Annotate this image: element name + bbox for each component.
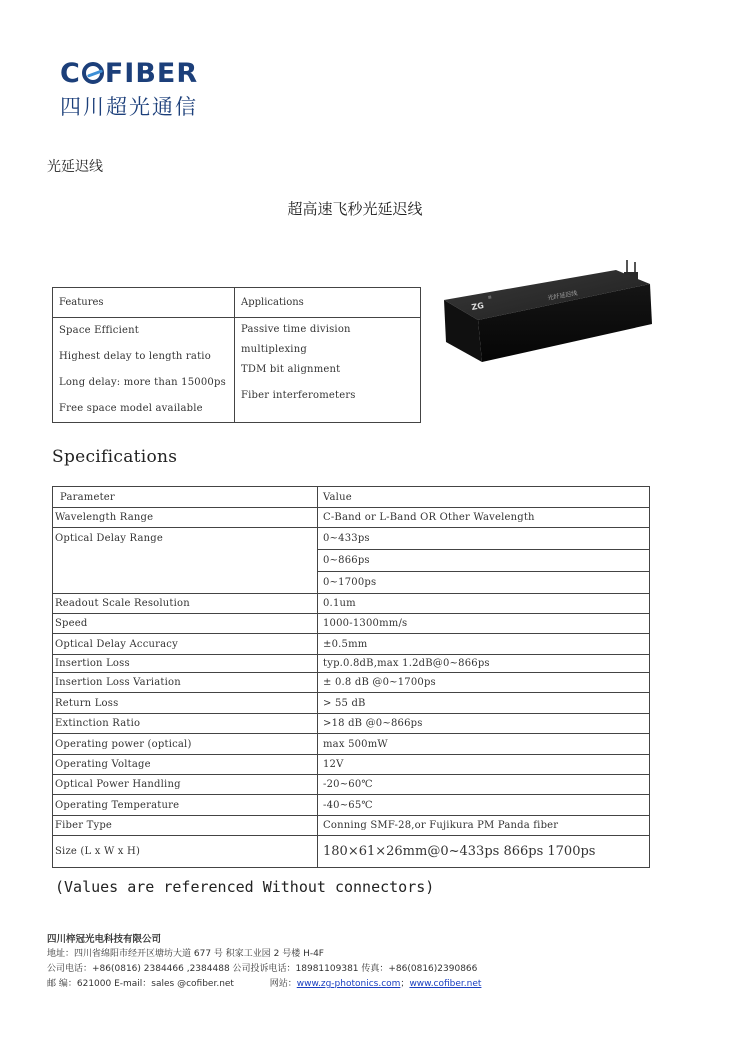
values-note: (Values are referenced Without connectors) (55, 878, 435, 896)
param-cell: Wavelength Range (53, 508, 318, 528)
table-row (53, 836, 650, 868)
param-cell: Fiber Type (53, 816, 318, 836)
param-cell: Operating Voltage (53, 755, 318, 775)
table-row (53, 734, 650, 755)
value-cell: C-Band or L-Band OR Other Wavelength (318, 508, 650, 528)
value-cell: 180×61×26mm@0~433ps 866ps 1700ps (318, 836, 650, 868)
table-row (53, 594, 650, 614)
logo-letters-fiber: FIBER (104, 58, 199, 89)
param-cell: Optical Delay Range (53, 528, 318, 594)
param-cell: Extinction Ratio (53, 714, 318, 734)
applications-header: Applications (235, 288, 421, 318)
value-cell: 1000-1300mm/s (318, 614, 650, 634)
footer-website-separator: ； (400, 979, 410, 989)
table-row (53, 528, 650, 550)
table-row (53, 775, 650, 795)
value-cell: typ.0.8dB,max 1.2dB@0~866ps (318, 655, 650, 673)
application-item: Passive time division multiplexing (241, 324, 351, 355)
document-title: 超高速飞秒光延迟线 (287, 200, 423, 218)
specifications-heading: Specifications (52, 447, 178, 467)
value-header: Value (318, 487, 650, 508)
value-cell: ± 0.8 dB @0~1700ps (318, 673, 650, 693)
features-header: Features (53, 288, 235, 318)
company-logo (58, 58, 228, 120)
param-cell: Speed (53, 614, 318, 634)
param-cell: Operating Temperature (53, 795, 318, 816)
product-brand-mark: ZG (470, 300, 485, 312)
table-row (53, 673, 650, 693)
table-row (53, 795, 650, 816)
param-cell: Readout Scale Resolution (53, 594, 318, 614)
table-row (53, 655, 650, 673)
table-header-row (53, 487, 650, 508)
table-row (53, 755, 650, 775)
section-title: 光延迟线 (47, 159, 103, 175)
logo-letter-c: C (60, 58, 81, 89)
feature-item: Free space model available (59, 403, 203, 414)
value-cell: 0~1700ps (318, 572, 650, 594)
footer-website-link-2[interactable]: www.cofiber.net (409, 979, 482, 989)
value-cell: 0.1um (318, 594, 650, 614)
param-cell: Insertion Loss (53, 655, 318, 673)
feature-item: Long delay: more than 15000ps (59, 377, 226, 388)
value-cell: >18 dB @0~866ps (318, 714, 650, 734)
param-cell: Optical Power Handling (53, 775, 318, 795)
feature-item: Space Efficient (59, 325, 139, 336)
footer-website-link-1[interactable]: www.zg-photonics.com (296, 979, 401, 989)
value-cell: 0~433ps (318, 528, 650, 550)
footer-postal-email: 邮 编：621000 E-mail：sales @cofiber.net (47, 979, 234, 989)
value-cell: -20~60℃ (318, 775, 650, 795)
footer (47, 932, 481, 992)
value-cell: > 55 dB (318, 693, 650, 714)
product-photo (438, 258, 658, 378)
footer-address: 地址：四川省绵阳市经开区塘坊大道 677 号 积家工业园 2 号楼 H-4F (47, 949, 324, 959)
param-cell: Optical Delay Accuracy (53, 634, 318, 655)
table-row (53, 816, 650, 836)
param-cell: Insertion Loss Variation (53, 673, 318, 693)
footer-phone: 公司电话：+86(0816) 2384466 ,2384488 公司投诉电话：18981109381 传真：+86(0816)2390866 (47, 964, 478, 974)
application-item: TDM bit alignment (241, 364, 341, 375)
table-row (53, 614, 650, 634)
specifications-table (52, 486, 650, 868)
param-cell: Return Loss (53, 693, 318, 714)
product-label-text: 光纤延迟线 (547, 289, 578, 302)
value-cell: ±0.5mm (318, 634, 650, 655)
logo-wordmark (60, 58, 198, 89)
feature-item: Highest delay to length ratio (59, 351, 211, 362)
value-cell: 0~866ps (318, 550, 650, 572)
features-table (52, 287, 421, 423)
applications-cell (235, 318, 421, 423)
param-cell: Size (L x W x H) (53, 836, 318, 868)
table-row (53, 508, 650, 528)
footer-company-name: 四川梓冠光电科技有限公司 (47, 934, 162, 945)
param-cell: Operating power (optical) (53, 734, 318, 755)
value-cell: max 500mW (318, 734, 650, 755)
table-row (53, 714, 650, 734)
table-row (53, 693, 650, 714)
footer-contact-line (47, 977, 481, 992)
value-cell: 12V (318, 755, 650, 775)
logo-o-icon (82, 62, 104, 84)
logo-chinese-name: 四川超光通信 (60, 95, 198, 119)
footer-website-label: 网站： (269, 979, 297, 989)
features-cell (53, 318, 235, 423)
value-cell: Conning SMF-28,or Fujikura PM Panda fiber (318, 816, 650, 836)
value-cell: -40~65℃ (318, 795, 650, 816)
table-row (53, 634, 650, 655)
parameter-header: Parameter (53, 487, 318, 508)
application-item: Fiber interferometers (241, 390, 356, 401)
